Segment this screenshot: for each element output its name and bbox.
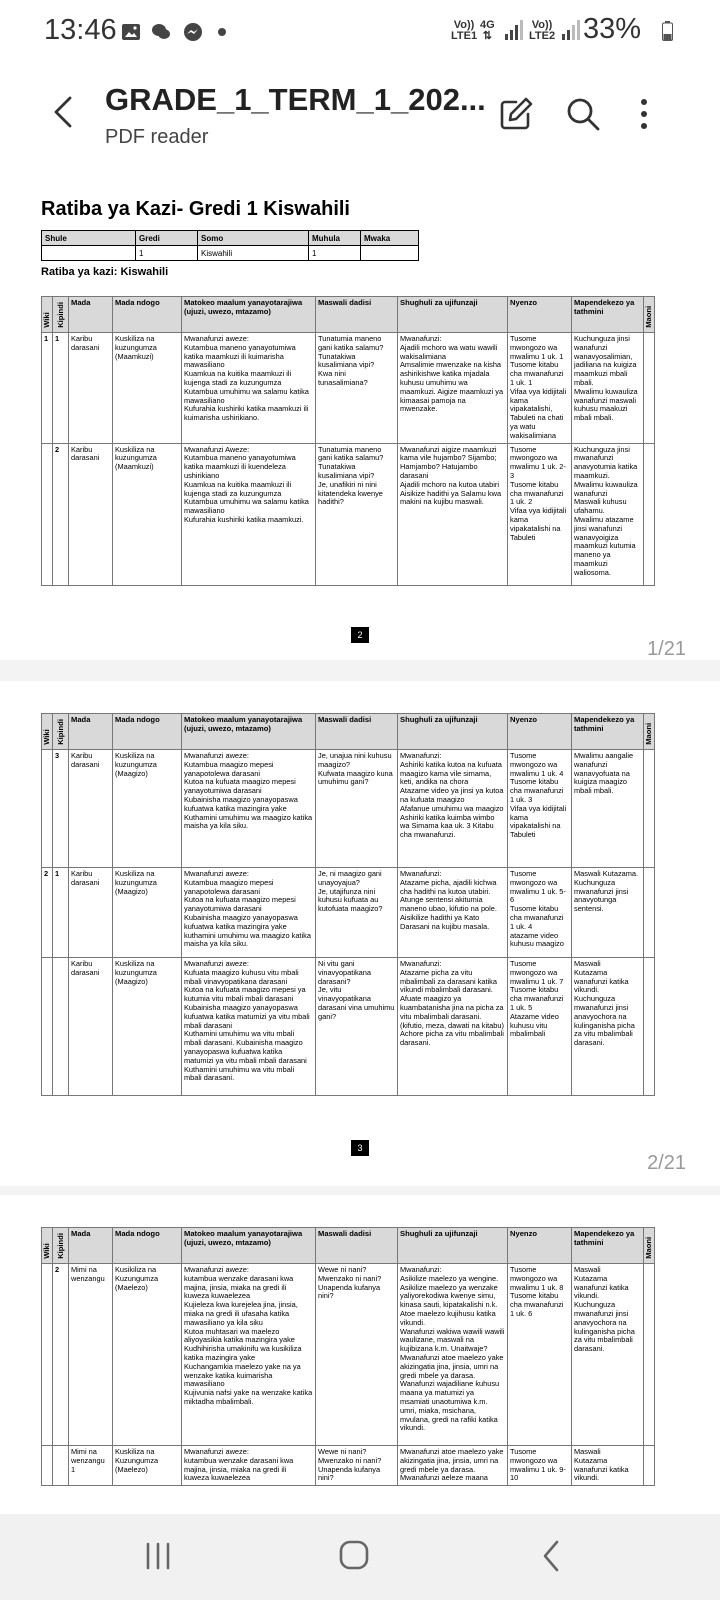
column-header-label: Wiki: [42, 1243, 52, 1259]
column-header-label: Kipindi: [55, 1233, 65, 1259]
table-row: [42, 958, 655, 1096]
meta-value: Kiswahili: [198, 246, 309, 261]
col-wiki: [42, 958, 53, 1096]
col-maswali: Ni vitu gani vinavyopatikana darasani? Je, vitu vinavyopatikana darasani vina umuhimu gani?: [316, 958, 398, 1096]
column-header-label: Kipindi: [55, 302, 65, 328]
search-icon[interactable]: [563, 94, 603, 134]
col-mada-ndogo: Kusikiliza na Kuzungumza (Maelezo): [113, 1264, 182, 1446]
col-shughuli: Mwanafunzi: Atazame picha za vitu mbalimbali za darasani katika vikundi mbalimbali darasani. Afuate maagizo ya kuambatanisha jina na picha za vitu mbalimbali darasani. (kifutio, meza, dawati na kitabu) Achore picha za vitu mbalimbali darasani.: [398, 958, 508, 1096]
image-icon: [121, 22, 141, 42]
col-nyenzo: Tusome mwongozo wa mwalimu 1 uk. 5-6 Tusome kitabu cha mwanafunzi 1 uk. 4 atazame video kuhusu maagizo: [508, 868, 572, 958]
col-mada: Karibu darasani: [69, 868, 113, 958]
col-matokeo: Mwanafunzi aweze: kutambua wenzake darasani kwa majina, jinsia, miaka na gredi ili kuweza kuwaelezea Kujieleza kwa kurejelea jina, jinsia, miaka na gredi ili ufasaha katika mawasiliano ya kila siku Kutoa muhtasari wa maelezo aliyoyasikia katika mazingira yake Kudhihirisha umakinifu wa kusikiliza katika mazingira yake Kuchangamkia maelezo yake na ya wenzake katika kuimarisha mawasiliano Kujivunia nafsi yake na wenzake katika miktadha mbalimbali.: [182, 1264, 316, 1446]
col-mada-ndogo: Kuskiliza na kuzungumza (Maamkuzi): [113, 333, 182, 444]
meta-value: [361, 246, 419, 261]
clock: 13:46: [44, 14, 117, 46]
col-matokeo: Mwanafunzi aweze: Kutambua maneno yanayotumiwa katika maamkuzi ili kuimarisha mawasiliano Kuamkua na kuitika maamkuzi ili kujenga stadi za kuzungumza Kutambua umuhimu wa salamu katika mawasiliano Kufurahia kushiriki katika maamkuzi ili kuimarisha ushirikiano.: [182, 333, 316, 444]
column-header: Mada ndogo: [113, 1228, 182, 1264]
column-header: Mada: [69, 297, 113, 333]
page-counter: 1/21: [647, 638, 686, 660]
col-kipindi: 3: [53, 750, 69, 868]
col-maoni: [644, 1264, 655, 1446]
col-kipindi: [53, 1446, 69, 1486]
dot-icon: [218, 28, 226, 36]
meta-header: Gredi: [136, 231, 198, 246]
chat-icon: [151, 22, 171, 42]
col-kipindi: 1: [53, 868, 69, 958]
col-shughuli: Mwanafunzi: Asikilize maelezo ya wengine. Asikilize maelezo ya wenzake yaliyorekodiwa kwenye simu, kinasa sauti, kipatakalishi n.k. Atoe maelezo kujihusu katika vikundi. Wanafunzi wakiwa wawili wawili waulizane, maswali na kujibizana k.m. Unaitwaje? Mwanafunzi atoe maelezo yake akizingatia jina, jinsia, umri na gredi mbele ya darasa. Wanafunzi wajadiliane kuhusu maana ya matumizi ya msamiati unaotumiwa k.m. umri, miaka, msichana, mvulana, gredi na rafiki katika vikundi.: [398, 1264, 508, 1446]
col-maswali: Tunatumia maneno gani katika salamu? Tunatakiwa kusalimiana vipi? Kwa nini tunasalimiana?: [316, 333, 398, 444]
col-shughuli: Mwanafunzi atoe maelezo yake akizingatia jina, jinsia, umri na gredi mbele ya darasa. Mwanafunzi aeleze maana: [398, 1446, 508, 1486]
app-subtitle: PDF reader: [105, 126, 209, 148]
col-maswali: Wewe ni nani? Mwenzako ni nani? Unapenda kufanya nini?: [316, 1264, 398, 1446]
col-shughuli: Mwanafunzi: Atazame picha, ajadili kichwa cha hadithi na kutoa utabiri. Atunge sentensi akitumia maneno ubao, kifutio na pole. Aisikilize hadithi ya Kato Darasani na kujibu masala.: [398, 868, 508, 958]
column-header-label: Kipindi: [55, 719, 65, 745]
col-maoni: [644, 750, 655, 868]
pdf-page: [0, 170, 720, 660]
column-header: Mada ndogo: [113, 297, 182, 333]
column-header-label: Maoni: [644, 723, 654, 745]
battery-icon: [662, 21, 673, 41]
column-header: [53, 714, 69, 750]
column-header: Mapendekezo ya tathmini: [572, 1228, 644, 1264]
column-header: Matokeo maalum yanayotarajiwa (ujuzi, uwezo, mtazamo): [182, 1228, 316, 1264]
col-mapendekezo: Maswali Kutazama. Kuchunguza mwanafunzi jinsi anavyotunga sentensi.: [572, 868, 644, 958]
col-mapendekezo: Maswali Kutazama wanafunzi katika vikundi. Kuchunguza mwanafunzi jinsi anavyochora na kulinganisha picha za vitu mbalimbali darasani.: [572, 1264, 644, 1446]
col-mapendekezo: Mwalimu aangalie wanafunzi wanavyofuata na kuigiza maagizo mbali mbali.: [572, 750, 644, 868]
back-icon[interactable]: [530, 1536, 574, 1576]
table-row: [42, 1264, 655, 1446]
schedule-subtitle: Ratiba ya kazi: Kiswahili: [41, 266, 169, 278]
schedule-table: [41, 1227, 655, 1486]
col-mada: Karibu darasani: [69, 443, 113, 585]
col-mada: Karibu darasani: [69, 750, 113, 868]
col-maoni: [644, 333, 655, 444]
home-icon[interactable]: [332, 1536, 376, 1576]
column-header-label: Wiki: [42, 729, 52, 745]
schedule-table: [41, 713, 655, 1096]
column-header: Mapendekezo ya tathmini: [572, 297, 644, 333]
col-wiki: [42, 1446, 53, 1486]
col-mapendekezo: Kuchunguza jinsi wanafunzi wanavyosalimian, jadiliana na kuigiza maamkuzi mbali mbali. Mwalimu kuwauliza wanafunzi maswali kuhusu maakuzi mbali mbali.: [572, 333, 644, 444]
sim2-label: Vo)) LTE2: [529, 19, 556, 42]
column-header: [644, 714, 655, 750]
col-matokeo: Mwanafunzi aweze: kutambua wenzake darasani kwa majina, jinsia, miaka na gredi ili kuweza kuwaelezea: [182, 1446, 316, 1486]
column-header-label: Maoni: [644, 306, 654, 328]
col-kipindi: [53, 958, 69, 1096]
col-matokeo: Mwanafunzi aweze: Kutambua maagizo mepesi yanapotolewa darasani Kutoa na kufuata maagizo mepesi yanayotumiwa darasani Kubainisha maagizo yanayopaswa kufuatwa katika mazingira yake Kuthamini umuhimu wa maagizo katika maisha ya kila siku.: [182, 750, 316, 868]
column-header: Mada: [69, 1228, 113, 1264]
meta-table: [41, 230, 419, 261]
col-nyenzo: Tusome mwongozo wa mwalimu 1 uk. 2- 3 Tusome kitabu cha mwanafunzi 1 uk. 2 Vifaa vya kidijitali kama vipakatalishi na Tabuleti: [508, 443, 572, 585]
col-mada-ndogo: Kuskiliza na kuzungumza (Maamkuzi): [113, 443, 182, 585]
table-row: [42, 868, 655, 958]
table-row: [42, 1446, 655, 1486]
status-bar: [0, 0, 720, 62]
col-mada-ndogo: Kuskiliza na Kuzungumza (Maelezo): [113, 1446, 182, 1486]
col-matokeo: Mwanafunzi aweze: Kufuata maagizo kuhusu vitu mbali mbali vinavyopatikana darasani Kutoa na kufuata maagizo mepesi ya kutumia vitu mbali mbali darasani Kubainisha maagizo yanayopaswa kufuatwa katika matumizi ya vitu mbali mbali darasani Kuthamini umuhimu wa vitu mbali mbali darasani. Kubainisha maagizo yanayopaswa kufuatwa katika matumizi ya vitu mbali mbali darasani Kuthamini umuhimu wa vitu mbali mbali darasani.: [182, 958, 316, 1096]
col-mapendekezo: Kuchunguza jinsi mwanafunzi anavyotumia katika maamkuzi. Mwalimu kuwauliza wanafunzi Maswali kuhusu ufahamu. Mwalimu atazame jinsi wanafunzi wanavyoigiza maamkuzi kutumia maneno ya maamkuzi waliosoma.: [572, 443, 644, 585]
col-nyenzo: Tusome mwongozo wa mwalimu 1 uk. 7 Tusome kitabu cha mwanafunzi 1 uk. 5 Atazame video kuhusu vitu mbalimbali: [508, 958, 572, 1096]
table-row: [42, 333, 655, 444]
col-mada-ndogo: Kuskiliza na kuzungumza (Maagizo): [113, 868, 182, 958]
col-matokeo: Mwanafunzi aweze: Kutambua maagizo mepesi yanapotolewa darasani Kutoa na kufuata maagizo mepesi yanayotumiwa darasani Kubainisha maagizo yanayopaswa kufuatwa katika mazingira yake kuthamini umuhimu wa maagizo katika maisha ya kila siku.: [182, 868, 316, 958]
more-options-icon[interactable]: [624, 94, 664, 134]
page-number-label: 2: [351, 627, 369, 643]
column-header: [644, 1228, 655, 1264]
column-header: [53, 297, 69, 333]
meta-header: Mwaka: [361, 231, 419, 246]
column-header: [42, 714, 53, 750]
signal-bars-2-icon: [560, 18, 580, 42]
column-header: [42, 297, 53, 333]
column-header: Nyenzo: [508, 714, 572, 750]
col-shughuli: Mwanafunzi aigize maamkuzi kama vile hujambo? Sijambo; Hamjambo? Hatujambo darasani Ajadili mchoro na kutoa utabiri Aisikize hadithi ya Salamu kwa makini na kujibu maswali.: [398, 443, 508, 585]
meta-value: 1: [309, 246, 361, 261]
col-mada: Karibu darasani: [69, 333, 113, 444]
battery-level: 33%: [583, 13, 642, 45]
col-shughuli: Mwanafunzi: Ajadili mchoro wa watu wawili wakisalimiana Amsalimie mwenzake na kisha ashirikishwe katika mjadala kuhusu umuhimu wa maamkuzi. Aigize maamkuzi ya kimaasai pamoja na mwenzake.: [398, 333, 508, 444]
column-header-label: Maoni: [644, 1237, 654, 1259]
sim1-label: Vo)) LTE1: [451, 19, 478, 42]
col-kipindi: 2: [53, 1264, 69, 1446]
pdf-page: [0, 681, 720, 1186]
col-mapendekezo: Maswali Kutazama wanafunzi katika vikundi.: [572, 1446, 644, 1486]
meta-header: Shule: [42, 231, 136, 246]
col-mapendekezo: Maswali Kutazama wanafunzi katika vikundi. Kuchunguza mwanafunzi jinsi anavyochora na kulinganisha picha za vitu mbalimbali darasani.: [572, 958, 644, 1096]
col-nyenzo: Tusome mwongozo wa mwalimu 1 uk. 8 Tusome kitabu cha mwanafunzi 1 uk. 6: [508, 1264, 572, 1446]
col-maswali: Wewe ni nani? Mwenzako ni nani? Unapenda kufanya nini?: [316, 1446, 398, 1486]
column-header: Nyenzo: [508, 1228, 572, 1264]
col-maswali: Je, unajua nini kuhusu maagizo? Kufwata maagizo kuna umuhimu gani?: [316, 750, 398, 868]
meta-value: 1: [136, 246, 198, 261]
table-row: [42, 750, 655, 868]
column-header: Shughuli za ujifunzaji: [398, 297, 508, 333]
column-header: Mada ndogo: [113, 714, 182, 750]
doc-heading: Ratiba ya Kazi- Gredi 1 Kiswahili: [41, 198, 350, 220]
col-maswali: Tunatumia maneno gani katika salamu? Tunatakiwa kusalimiana vipi? Je, unafikiri ni nini kitatendeka kwenye hadithi?: [316, 443, 398, 585]
page-counter: 2/21: [647, 1152, 686, 1174]
col-nyenzo: Tusome mwongozo wa mwalimu 1 uk. 4 Tusome kitabu cha mwanafunzi 1 uk. 3 Vifaa vya kidijitali kama vipakatalishi na Tabuleti: [508, 750, 572, 868]
network-type: 4G ⇅: [480, 19, 495, 42]
col-wiki: 1: [42, 333, 53, 444]
col-maoni: [644, 958, 655, 1096]
recents-icon[interactable]: [136, 1536, 180, 1576]
column-header: [42, 1228, 53, 1264]
column-header: Maswali dadisi: [316, 1228, 398, 1264]
column-header: Maswali dadisi: [316, 297, 398, 333]
col-maoni: [644, 868, 655, 958]
back-arrow-icon[interactable]: [44, 92, 84, 132]
col-kipindi: 2: [53, 443, 69, 585]
column-header-label: Wiki: [42, 312, 52, 328]
col-mada: Mimi na wenzangu: [69, 1264, 113, 1446]
column-header: Mada: [69, 714, 113, 750]
column-header: Shughuli za ujifunzaji: [398, 1228, 508, 1264]
col-shughuli: Mwanafunzi: Ashiriki katika kutoa na kufuata maagizo kama vile simama, keti, andika na chora Atazame video ya jinsi ya kutoa na kufuata maagizo Afafanue umuhimu wa maagizo Ashiriki katika kuimba wimbo wa Simama kaa uk. 3 Kitabu cha mwanafunzi.: [398, 750, 508, 868]
document-title: GRADE_1_TERM_1_202...: [105, 82, 486, 117]
col-mada: Mimi na wenzangu 1: [69, 1446, 113, 1486]
col-wiki: [42, 443, 53, 585]
col-nyenzo: Tusome mwongozo wa mwalimu 1 uk. 9- 10: [508, 1446, 572, 1486]
column-header: [53, 1228, 69, 1264]
col-maswali: Je, ni maagizo gani unayoyajua? Je, utajifunza nini kuhusu kufuata au kutofuata maagizo?: [316, 868, 398, 958]
meta-value: [42, 246, 136, 261]
signal-bars-1-icon: [503, 18, 523, 42]
app-bar: [0, 62, 720, 170]
pdf-viewer[interactable]: [0, 170, 720, 1514]
column-header: Shughuli za ujifunzaji: [398, 714, 508, 750]
pdf-page: [0, 1195, 720, 1514]
col-wiki: [42, 750, 53, 868]
meta-header: Muhula: [309, 231, 361, 246]
col-mada-ndogo: Kuskiliza na kuzungumza (Maagizo): [113, 750, 182, 868]
col-matokeo: Mwanafunzi Aweze: Kutambua maneno yanayotumiwa katika maamkuzi ili kuendeleza ushirikiano Kuamkua na kuitika maamkuzi ili kujenga stadi za kuzungumza Kutambua umuhimu wa salamu katika mawasiliano Kufurahia kushiriki katika maamkuzi.: [182, 443, 316, 585]
column-header: Nyenzo: [508, 297, 572, 333]
col-maoni: [644, 443, 655, 585]
col-kipindi: 1: [53, 333, 69, 444]
column-header: [644, 297, 655, 333]
column-header: Mapendekezo ya tathmini: [572, 714, 644, 750]
col-nyenzo: Tusome mwongozo wa mwalimu 1 uk. 1 Tusome kitabu cha mwanafunzi 1 uk. 1 Vifaa vya kidijitali kama vipakatalishi, Tabuleti na chati ya watu wakisalimiana: [508, 333, 572, 444]
col-wiki: 2: [42, 868, 53, 958]
page-number-label: 3: [351, 1140, 369, 1156]
column-header: Matokeo maalum yanayotarajiwa (ujuzi, uwezo, mtazamo): [182, 714, 316, 750]
col-mada: Karibu darasani: [69, 958, 113, 1096]
table-row: [42, 443, 655, 585]
schedule-table: [41, 296, 655, 586]
col-wiki: [42, 1264, 53, 1446]
edit-icon[interactable]: [496, 94, 536, 134]
navigation-bar: [0, 1514, 720, 1600]
column-header: Maswali dadisi: [316, 714, 398, 750]
column-header: Matokeo maalum yanayotarajiwa (ujuzi, uwezo, mtazamo): [182, 297, 316, 333]
messenger-icon: [183, 22, 203, 42]
col-maoni: [644, 1446, 655, 1486]
meta-header: Somo: [198, 231, 309, 246]
col-mada-ndogo: Kuskiliza na kuzungumza (Maagizo): [113, 958, 182, 1096]
